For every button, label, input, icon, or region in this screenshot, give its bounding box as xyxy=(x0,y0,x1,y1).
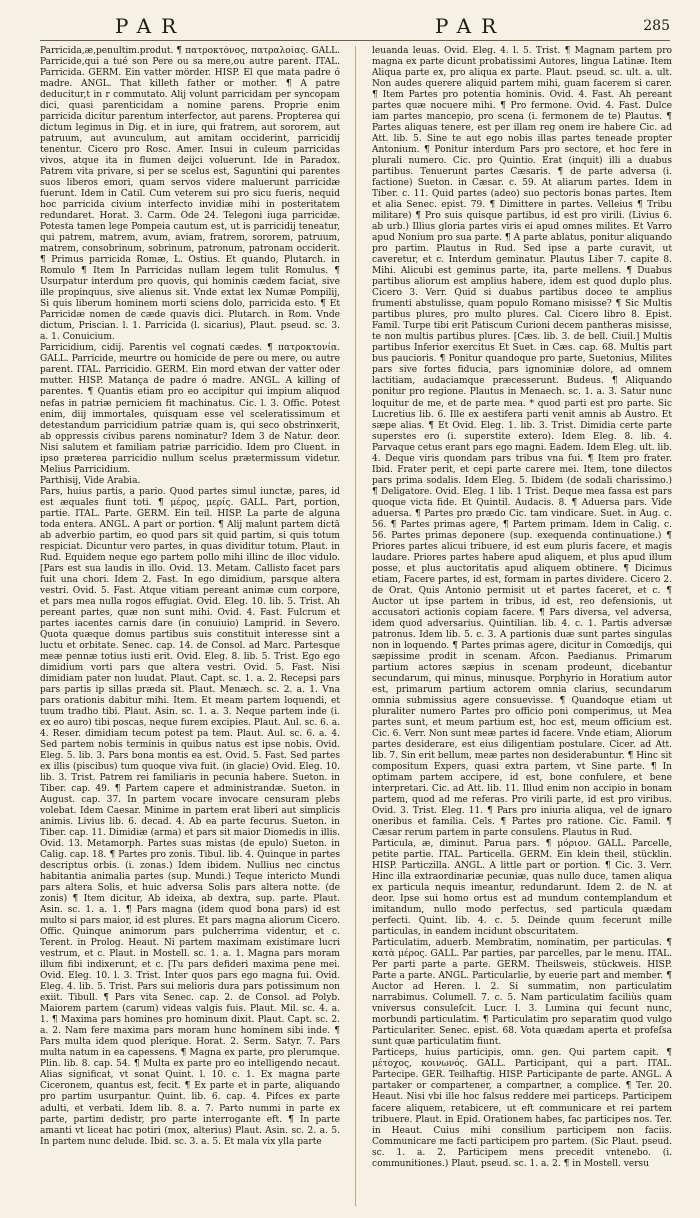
right-column xyxy=(372,46,672,1206)
entry-parthisij: Parthisij, Vide Arabia. xyxy=(40,475,141,486)
entry-particula: Particula, æ, diminut. Parua pars. ¶ μόριον. GALL. Parcelle, petite partie. ITAL. Particella. GERM. Ein klein theil, stücklin. HISP. Particzilla. ANGL. A little part or portion. ¶ Cic. 3. Verr. Hinc illa extraordinariæ pecuniæ, quas nullo duce, tamen aliqua ex particula nequis imeantur, redundarunt. Idem 2. de N. at deor. Ipse sui homo ortus est ad mundum contemplandum et imitandum, nullo modo perfectus, sed particula quædam perfecti. Quint. lib. 4. c. 5. Deinde quum fecerunt mille particulas, in eandem incidunt obscuritatem. xyxy=(372,839,672,938)
entry-particeps: Particeps, huius participis, omn. gen. Qui partem capit. ¶ μέτοχος, κοινωνός. GALL. Participant, qui a part. ITAL. Partecipe. GER. Teilhaftig. HISP. Participante de parte. ANGL. A partaker or compartener, a compartner, a complice. ¶ Ter. 20. Heaut. Nisi vbi ille hoc falsus reddere mei particeps. Participem facere aliquem, retabicere, ut eft communicare et rei partem tribuere. Plaut. in Epid. Orationem habes, fac participes nos. Ter. in Heaut. Cuius mihi consilium participem non faciis. Communicare me facti participem pro partem. (Sic Plaut. pseud. sc. 1. a. 2. Participem mens precedit vntenebo. (i. communitiones.) Plaut. pseud. sc. 1. a. 2. ¶ in Mostell. versu xyxy=(372,1048,672,1169)
left-column xyxy=(40,46,340,1206)
left-guide-word: PAR xyxy=(115,14,187,38)
right-guide-word: PAR xyxy=(435,14,507,38)
column-gutter xyxy=(355,46,356,1206)
page-number: 285 xyxy=(643,18,670,34)
entry-parricida: Parricida,æ,penultim.produt. ¶ πατροκτόνος, πατραλοίας. GALL. Parricide,qui a tué son Pere ou sa mere,ou autre parent. ITAL. Parricida. GERM. Ein vatter mörder. HISP. El que mata padre ó madre. ANGL. That killeth father or mother. ¶ A patre deducitur,t in r commutato. Alij volunt parricidam per syncopam dici, quasi parenticidam a nomine parens. Proprie enim parricida dicitur parentum interfector, aut parens. Propterea qui dictum legimus in Dig. et in iure, qui fratrem, aut sororem, aut patruum, aut avunculum, aut amitam occiderint, parricidij tenentur. Cicero pro Rosc. Amer. Insui in culeum parricidas vivos, atque ita in flumen deijci voluerunt. Ide in Paradox. Patrem vita privare, si per se scelus est, Saguntini qui parentes suos liberos emori, quam servos videre maluerunt parricidæ fuerunt. Idem in Catil. Cum veterem sui pro sicu fueris, nequid hoc parricida civium interfecto invidiæ mihi in posteritatem redundaret. Horat. 3. Carm. Ode 24. Telegoni iuga parricidæ. Potesta tamen lege Pompeia cautum est, ut is parricidij teneatur, qui patrem, matrem, avum, aviam, fratrem, sororem, patruum, matrem, consobrinum, sobrinum, patronum, patronam occiderit. ¶ Primus parricida Romæ, L. Ostius. Et quando, Plutarch. in Romulo ¶ Item In Parricidas nullam legem tulit Romulus. ¶ Usurpatur interdum pro quovis, qui hominis cædem faciat, sive ille propinquus, sive alienus sit. Vnde extat lex Numæ Pompilij, Si quis liberum hominem morti sciens dolo, parricida esto. ¶ Et Parricidæ nomen de cæde quavis dici. Plutarch. in Rom. Vnde dictum, Priscian. l. 1. Parricida (l. sicarius), Plaut. pseud. sc. 3. a. 1. Conuicium. xyxy=(40,46,340,343)
entry-parricidium: Parricidium, cidij. Parentis vel cognati cædes. ¶ πατροκτονία. GALL. Parricide, meurtre ou homicide de pere ou mere, ou autre parent. ITAL. Parricidio. GERM. Ein mord etwan der vatter oder mutter. HISP. Matança de padre ó madre. ANGL. A killing of parentes. ¶ Quantis etiam pro eo accipitur qui impium aliquod nefas in patriæ perniciem fit machinatus. Cic. l. 3. Offic. Potest enim, diij immortales, quisquam esse vel sceleratissimum et detestandum parricidium patriæ quam is, qui seco obstrinxerit, ab oppressis civibus parens nominatur? Idem 3 de Natur. deor. Nisi salutem et familiam patriæ parricidio. Idem pro Cluent. in ipso præterea parricidio nullum scelus prætermissum videtur. Melius Parricidium. xyxy=(40,343,340,475)
entry-pars: Pars, huius partis, a pario. Quod partes simul iunctæ, pares, id est æquales fiunt toti. ¶ μέρος, μερίς. GALL. Part, portion, partie. ITAL. Parte. GERM. Ein teil. HISP. La parte de alguna toda entera. ANGL. A part or portion. ¶ Alij malunt partem dictā ab adverbio partim, eo quod pars sit quid partim, si quis totum respiciat. Dicuntur vero partes, in quas dividitur totum. Plaut. in Rud. Equidem neque ego partem pollo mihi illinc de illoc vidulo. [Pars est sua laudis in illo. Ovid. 13. Metam. Callisto facet pars fuit una chori. Idem 2. Fast. In ego dimidium, parsque altera vestri. Ovid. 5. Fast. Atque vitiam pereant animæ cum corpore, et pars mea nulla rogos effugiat. Ovid. Eleg. 10. lib. 5. Trist. Ah pereant partes, quæ non sunt mihi. Ovid. 4. Fast. Fulcrum et partes iacentes carnis dare (in conuiuio) Lamprid. in Severo. Quota quæque domus partibus suis constituit interesse sint a luctu et orbitate. Senec. cap. 14. de Consol. ad Marc. Partesque meæ pennæ totius iusti erit. Ovid. Eleg. 8. lib. 5. Trist. Ego ego dimidium vorti pars que altera vestri. Ovid. 5. Fast. Nisi dimidiam pater non luudat. Plaut. Capt. sc. 1. a. 2. Recepsi pars pars partis ip sillas præda sit. Plaut. Menæch. sc. 2. a. 1. Vna pars orationis dabitur mihi. Item. Et meam partem loquendi, et tuum tradho tibi. Plaut. Asin. sc. 1. a. 3. Neque partem inde (i. ex eo auro) tibi poscas, neque furem excipies. Plaut. Aul. sc. 6. a. 4. Reser. dimidiam tecum potest pa tem. Plaut. Aul. sc. 6. a. 4. Sed partem nobis terminis in quibus natus est ipse nobis. Ovid. Eleg. 5. lib. 3. Pars bona montis ea est. Ovid. 5. Fast. Sed partes ex illis (piscibus) tum quoque viva fuit. (in glacie) Ovid. Eleg. 10. lib. 3. Trist. Patrem rei familiaris in pecunia habere. Sueton. in Tiber. cap. 49. ¶ Partem capere et administrandæ. Sueton. in August. cap. 37. In partem vocare invocare censuram plebs volebat. Idem Caesar. Minime in partem erat liberi aut simplicis animis. Livius lib. 6. decad. 4. Ab ea parte fecurus. Sueton. in Tiber. cap. 11. Dimidiæ (arma) et pars sit maior Diomedis in illis. Ovid. 13. Metamorph. Partes suas mistas (de epulo) Sueton. in Calig. cap. 18. ¶ Partes pro zonis. Tibul. lib. 4. Quinque in partes descriptus orbis. (i. zonas.) Idem ibidem. Nullius nec cinctus habitantia animalia partes (sup. Mundi.) Teque intericto Mundi pars altera Solis, et huic adversa Solis pars altera notte. (de zonis) ¶ Item dicitur, Ab ideixa, ab dextra, sup. parte. Plaut. Asin. sc. 1. a. 1. ¶ Pars magna (idem quod bona pars) id est multo si pars maior, id est plures. Et pars magna aliorum Cicero. Offic. Quinque animorum pars pulcherrima videntur, et c. Terent. in Prolog. Heaut. Ni partem maximam existimare lucri vestrum, et c. Plaut. in Mostell. sc. 1. a. 1. Magna pars moram illum fibi indixerunt, et c. [Tu pars defideri maxima pene mei. Ovid. Eleg. 10. l. 3. Trist. Inter quos pars ego magna fui. Ovid. Eleg. 4. lib. 5. Trist. Pars sui melioris dura pars potissimum non exiit. Tibull. ¶ Pars vita Senec. cap. 2. de Consol. ad Polyb. Maiorem partem (carum) videas valgis fuis. Plaut. Mil. sc. 4. a. 1. ¶ Maxima pars homines pro hominum dixit. Plaut. Capt. sc. 2. a. 2. Nam fere maxima pars moram hunc hominem sibi inde. ¶ Pars multa idem quod plerique. Horat. 2. Serm. Satyr. 7. Pars multa natum in ea capessens. ¶ Magna ex parte, pro plerumque. Plin. lib. 8. cap. 54. ¶ Multa ex parte pro eo intelligendo necaut. Alias significat, vt sonat Quint. l. 10. c. 1. Ex magna parte Ciceronem, quantus est, fecit. ¶ Ex parte et in parte, aliquando pro partim usurpantur. Quint. lib. 6. cap. 4. Pifces ex parte adulti, et verbati. Idem lib. 8. a. 7. Parto nummi in parte ex parte, partim dedistr, pro parte interrogante eft. ¶ In parte amanti vt liceat hac potiri (mox, alterius) Plaut. Asin. sc. 2. a. 5. In partem nunc delude. Ibid. sc. 3. a. 5. Et mala vix ylla parte xyxy=(40,486,340,1147)
header-rule xyxy=(40,40,670,41)
entry-pars-continued: leuanda leuas. Ovid. Eleg. 4. l. 5. Trist. ¶ Magnam partem pro magna ex parte dicunt probatissimi Autores, lingua Latinæ. Item Aliqua parte ex, pro aliqua ex parte. Plaut. pseud. sc. ult. a. ult. Non audes querere aliquid partem mihi, guam facerem si carer. ¶ Item Partes pro potentia hominis. Ovid. 4. Fast. Ah pereant partes quæ nocuere mihi. ¶ Pro fermone. Ovid. 4. Fast. Dulce iam partes mancepio, pro scena (i. fermonem de te) Plautus. ¶ Partes aliquas tenere, est per illam reg onem ire habere Cic. ad Att. lib. 5. Sine te aut ego nobis illas partes teneade propter Antonium. ¶ Ponitur interdum Pars pro sectore, et hoc fere in plurali numero. Cic. pro Quintio. Erat (inquit) illi a duabus partibus. Tenuerunt partes Cæsaris. ¶ de parte adversa (i. factione) Sueton. in Cæsar. c. 59. At aliarum partes. Idem in Tiber. c. 11. Quid partes (adeo) suo pectoris bonas partes. Item et alia Senec. epist. 79. ¶ Dimittere in partes. Velleius ¶ Tribu militare) ¶ Pro suis quisque partibus, id est pro virili. (Livius 6. ab urb.) Illius gloria partes viris ei apud omnes milites. Et Varro apud Nonium pro sua parte. ¶ A parte ablatus, ponitur aliquando pro partim. Plautus in Rud. Sed ipse a parte curavit, ut caveretur, et c. Interdum geminatur. Plautus Liber 7. capite 8. Mihi. Alicubi est geminus parte, ita, parte mellens. ¶ Duabus partibus aliorum est amplius habere, idem est quod duplo plus. Cicero 3. Verr. Quid si duabus partibus doceo te amplius frumenti abstulisse, quam populo Romano misisse? ¶ Sic Multis partibus plures, pro multo plures. Cal. Cicero libro 8. Epist. Famil. Turpe tibi erit Patiscum Curioni decem pantheras misisse, te non multis partibus plures. [Cæs. lib. 3. de bell. Ciuil.] Multis partibus Inferior exercitus Et Suet. in Cæs. cap. 68. Multis part bus paucioris. ¶ Ponitur quandoque pro parte, Suetonius, Milites pars sive fortes fiducia, pars ignominiæ dolore, ad omnem lactitiam, audaciamque præcesserunt. Budeus. ¶ Aliquando ponitur pro regione. Plautus in Menaech. sc. 1. a. 3. Satur nunc loquitur de me, et de parte mea. * quod parti est pro parte. Sic Lucretius lib. 6. Ille ex aestifera parti venit amnis ab Austro. Et sæpe alias. ¶ Et Ovid. Eleg. 1. lib. 3. Trist. Dimidia certe parte superstes ero (i. superstite extero). Idem Eleg. 8. lib. 4. Parvaque cetus erant pars ego magni. Eadem. Idem Eleg. ult. lib. 4. Deque viris quondam pars tribus vna fui. ¶ Item pro frater. Ibid. Frater perit, et cepi parte carere mei. Item, tone dilectos pars prima sodalis. Idem Eleg. 5. Ibidem (de sodali charissimo.) ¶ Deligatore. Ovid. Eleg. 1 lib. 1 Trist. Deque mea fassa est pars quoque victa fide. Et Quintil. Audacis. 8. ¶ Aduersa pars. Vide aduersa. ¶ Partes pro prædo Cic. tam vindicare. Suet. in Aug. c. 56. ¶ Partes primas agere, ¶ Partem primam. Idem in Calig. c. 56. Partes primas deponere (sup. exequenda continuatione.) ¶ Priores partes alicui tribuere, id est eum pluris facere, et magis laudare. Priores partes habere apud aliquem, et plus apud illum posse, et plus auctoritatis apud aliquem obtinere. ¶ Dicimus etiam, Facere partes, id est, formam in partes dividere. Cicero 2. de Orat. Quis Antonio permisit ut et partes faceret, et c. ¶ Auctor ut ipse partem in tribus, id est, reo defensionis, ut accusatori actionis copiam facere. ¶ Pars diversa, vel adversa, idem quod adversarius. Quintilian. lib. 4. c. 1. Partis adversæ patronus. Idem lib. 5. c. 3. A partionis duæ sunt partes singulas non in loquendo. ¶ Partes primas agere, dicitur in Comœdijs, qui sæpissime prodit in scenam. Afcon. Paedianus. Primarum partium actores sæpius in scenam prodeunt, dicebantur secundarum, qui minus, minusque. Porphyrio in Horatium autor est, primarum partium actorem omnia clarius, secundarum omnia submissius agere consuevisse. ¶ Quandoque etiam ut pluraliter numero Partes pro officio poni comperimus, ut Mea partes sunt, et meum partium est, hoc est, meum officium est. Cic. 6. Verr. Non sunt meæ partes id facere. Vnde etiam, Aliorum partes desiderare, est eius diligentiam postulare. Cicer. ad Att. lib. 7. Sin erit bellum, meæ partes non desiderabuntur. ¶ Hinc sit compositum Expers, quasi extra partem, vt Sine parte. ¶ In optimam partem accipere, id est, bone confulere, et bene interpretari. Cic. ad Att. lib. 11. Illud enim non accipio in bonam partem, quod ad me referas. Pro virili parte, id est pro viribus. Ovid. 3. Trist. Eleg. 11. ¶ Pars pro iniuria aliqua, vel de ignaro oneribus et familia. Cels. ¶ Partes pro ratione. Cic. Famil. ¶ Cæsar rerum partem in parte consulens. Plautus in Rud. xyxy=(372,46,672,839)
entry-particulatim: Particulatim, aduerb. Membratim, nominatim, per particulas. ¶ κατὰ μέρος. GALL. Par parties, par parcelles, par le menu. ITAL. Per parti parte a parte. GERM. Theilsweis, stückweis. HISP. Parte a parte. ANGL. Particularlie, by euerie part and member. ¶ Auctor ad Heren. l. 2. Si summatim, non particulatim narrabimus. Columell. 7. c. 5. Nam particulatim faciliùs quam vniversus consuleſcit. Lucr. l. 3. Lumina qui fecunt nunc, morbundi particulatim. ¶ Particulatim pro separatim quod vulgo Particulariter. Senec. epist. 68. Vota quædam aperta et profeſsa sunt quæ particulatim fiunt. xyxy=(372,938,672,1048)
running-header xyxy=(40,14,670,40)
